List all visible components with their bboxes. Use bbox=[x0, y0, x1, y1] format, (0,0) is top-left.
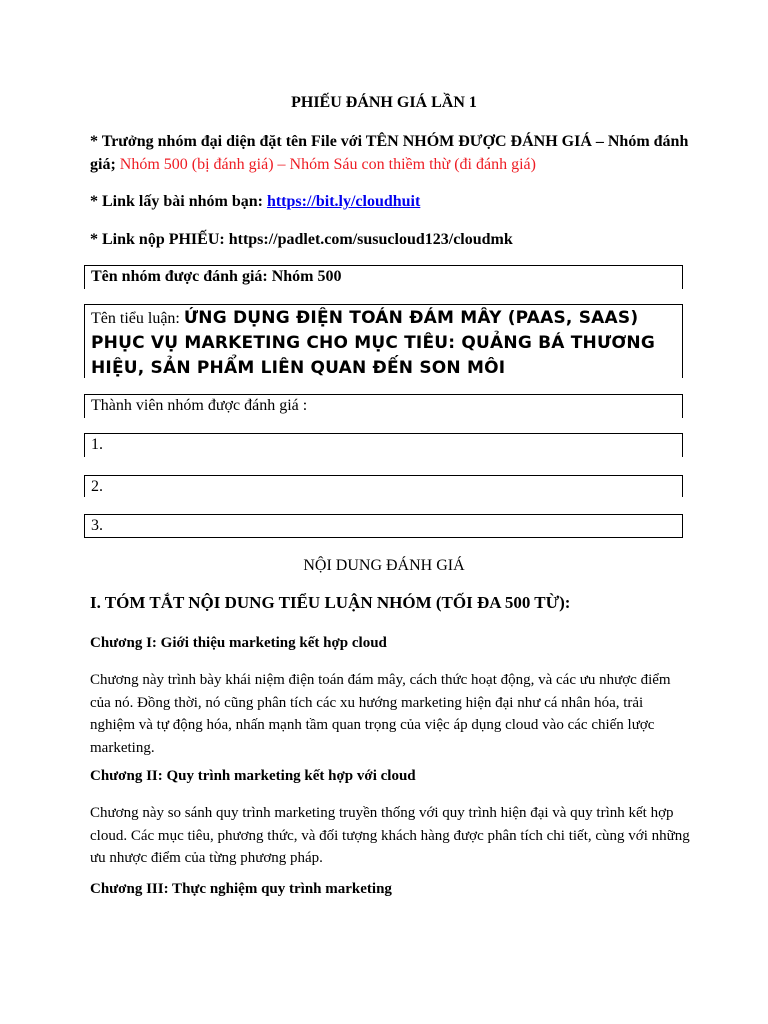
chapter-body: Chương này so sánh quy trình marketing truyền thống với quy trình hiện đại và quy trình kết hợp cloud. Các mục tiêu, phương thức, và đối tượng khách hàng được phân tích chi tiết, cùng với những ưu nhược điểm của từng phương pháp. bbox=[90, 805, 690, 866]
evaluated-group-box bbox=[84, 265, 683, 289]
member-row-number: 2. bbox=[91, 478, 103, 495]
essay-label: Tên tiểu luận: bbox=[91, 310, 180, 327]
link-get-label: * Link lấy bài nhóm bạn: bbox=[90, 193, 263, 210]
member-row bbox=[84, 433, 683, 457]
member-row-number: 1. bbox=[91, 436, 103, 453]
essay-title-box bbox=[84, 304, 683, 378]
evaluated-group-text: Tên nhóm được đánh giá: Nhóm 500 bbox=[91, 268, 342, 285]
member-row bbox=[84, 514, 683, 538]
section-1-heading: I. TÓM TẮT NỘI DUNG TIỂU LUẬN NHÓM (TỐI ĐA 500 TỪ): bbox=[90, 593, 571, 612]
link-submit-line: * Link nộp PHIẾU: https://padlet.com/susucloud123/cloudmk bbox=[90, 231, 513, 248]
instruction-group-names: Nhóm 500 (bị đánh giá) – Nhóm Sáu con thiềm thừ (đi đánh giá) bbox=[119, 156, 536, 173]
file-naming-instruction bbox=[90, 130, 690, 176]
chapter-body: Chương này trình bày khái niệm điện toán đám mây, cách thức hoạt động, và các ưu nhược điểm của nó. Đồng thời, nó cũng phân tích các xu hướng marketing hiện đại như cá nhân hóa, trải nghiệm và tự động hóa, nhấn mạnh tầm quan trọng của việc áp dụng cloud vào các chiến lược marketing. bbox=[90, 672, 671, 756]
members-box bbox=[84, 394, 683, 418]
chapter-heading: Chương I: Giới thiệu marketing kết hợp cloud bbox=[90, 635, 387, 651]
chapter-heading: Chương III: Thực nghiệm quy trình marketing bbox=[90, 881, 392, 897]
member-row bbox=[84, 475, 683, 497]
page-title: PHIẾU ĐÁNH GIÁ LẦN 1 bbox=[291, 94, 477, 111]
members-label: Thành viên nhóm được đánh giá : bbox=[91, 397, 308, 414]
essay-title: ỨNG DỤNG ĐIỆN TOÁN ĐÁM MÂY (PAAS, SAAS) PHỤC VỤ MARKETING CHO MỤC TIÊU: QUẢNG BÁ THƯƠNG HIỆU, SẢN PHẨM LIÊN QUAN ĐẾN SON MÔI bbox=[91, 308, 655, 378]
link-get-url[interactable]: https://bit.ly/cloudhuit bbox=[266, 193, 421, 210]
instruction-bold-text: * Trưởng nhóm đại diện đặt tên File với TÊN NHÓM ĐƯỢC ĐÁNH GIÁ – Nhóm đánh giá; bbox=[90, 133, 689, 173]
member-row-number: 3. bbox=[91, 517, 103, 534]
link-get-line bbox=[90, 190, 690, 213]
content-heading: NỘI DUNG ĐÁNH GIÁ bbox=[303, 557, 465, 574]
chapter-heading: Chương II: Quy trình marketing kết hợp với cloud bbox=[90, 768, 416, 784]
